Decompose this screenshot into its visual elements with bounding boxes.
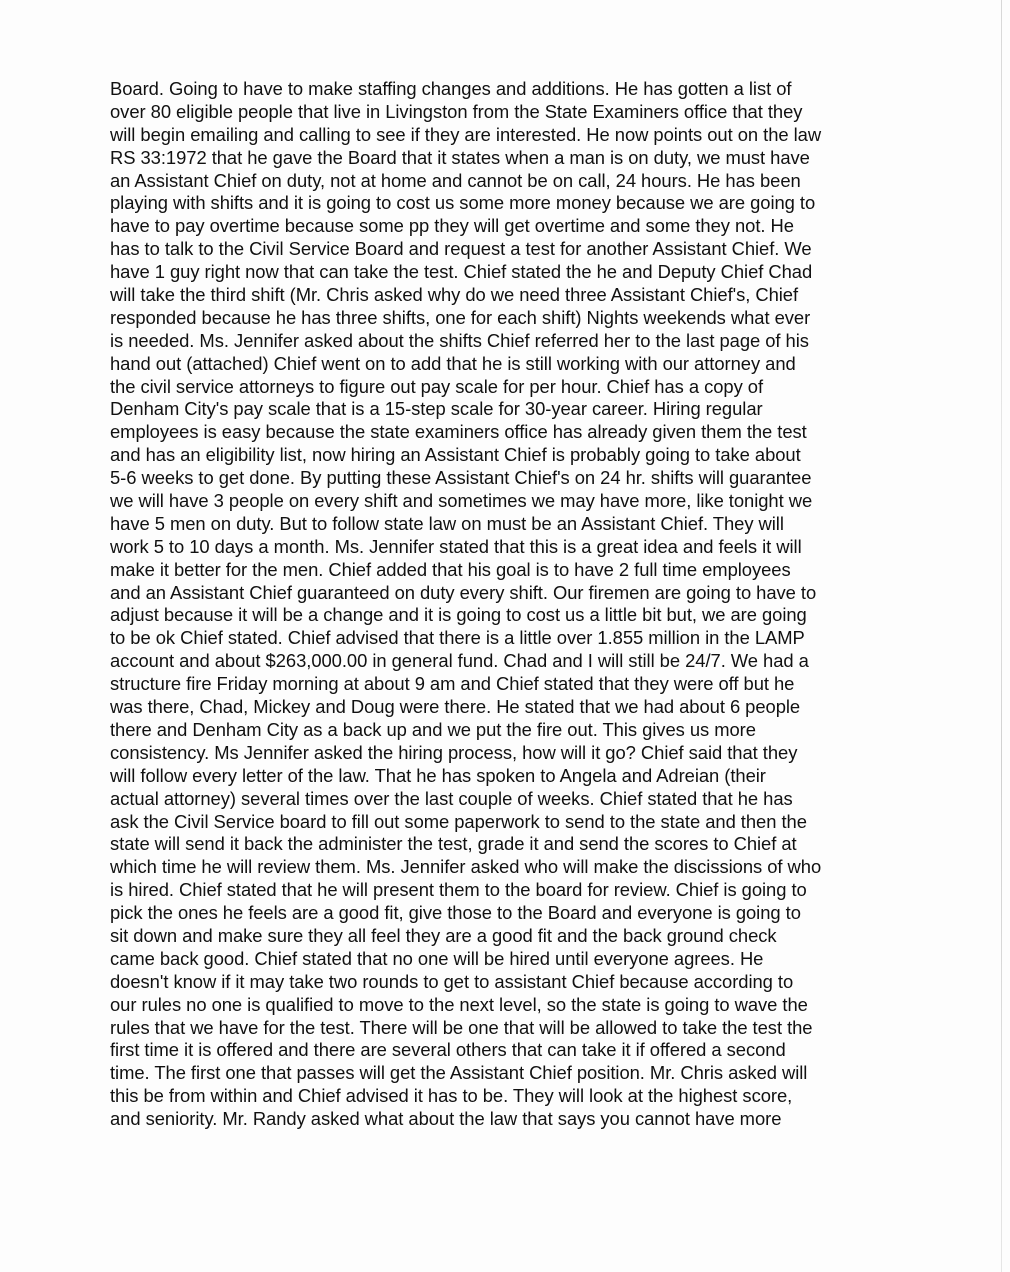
text-line: ask the Civil Service board to fill out some paperwork to send to the state and then the [110, 810, 807, 832]
text-line: the civil service attorneys to figure out pay scale for per hour. Chief has a copy of [110, 375, 764, 397]
text-line: Board. Going to have to make staffing changes and additions. He has gotten a list of [110, 78, 792, 99]
text-line: work 5 to 10 days a month. Ms. Jennifer stated that this is a great idea and feels it will [110, 535, 802, 557]
text-line: our rules no one is qualified to move to the next level, so the state is going to wave the [110, 993, 808, 1015]
text-line: will follow every letter of the law. That he has spoken to Angela and Adreian (their [110, 764, 766, 786]
text-line: state will send it back the administer the test, grade it and send the scores to Chief at [110, 833, 797, 855]
text-line: RS 33:1972 that he gave the Board that it states when a man is on duty, we must have [110, 146, 810, 168]
text-line: which time he will review them. Ms. Jennifer asked who will make the discissions of who [110, 856, 822, 878]
text-line: is needed. Ms. Jennifer asked about the shifts Chief referred her to the last page of his [110, 329, 809, 351]
text-line: first time it is offered and there are several others that can take it if offered a second [110, 1039, 786, 1061]
text-line: time. The first one that passes will get the Assistant Chief position. Mr. Chris asked will [110, 1062, 808, 1084]
text-line: and has an eligibility list, now hiring an Assistant Chief is probably going to take about [110, 444, 801, 466]
text-line: structure fire Friday morning at about 9 am and Chief stated that they were off but he [110, 673, 795, 695]
text-line: will take the third shift (Mr. Chris asked why do we need three Assistant Chief's, Chief [110, 284, 799, 306]
body-text [110, 78, 1000, 1131]
text-line: have to pay overtime because some pp they will get overtime and some they not. He [110, 215, 794, 237]
text-line: we will have 3 people on every shift and sometimes we may have more, like tonight we [110, 490, 813, 512]
text-line: and an Assistant Chief guaranteed on duty every shift. Our firemen are going to have to [110, 581, 817, 603]
text-line: rules that we have for the test. There will be one that will be allowed to take the test the [110, 1016, 813, 1038]
text-line: responded because he has three shifts, one for each shift) Nights weekends what ever [110, 306, 811, 328]
text-line: actual attorney) several times over the last couple of weeks. Chief stated that he has [110, 787, 793, 809]
text-line: came back good. Chief stated that no one will be hired until everyone agrees. He [110, 947, 764, 969]
text-line: consistency. Ms Jennifer asked the hiring process, how will it go? Chief said that they [110, 741, 798, 763]
text-line: was there, Chad, Mickey and Doug were there. He stated that we had about 6 people [110, 696, 801, 718]
text-line: doesn't know if it may take two rounds to get to assistant Chief because according to [110, 970, 794, 992]
text-line: has to talk to the Civil Service Board and request a test for another Assistant Chief. We [110, 238, 812, 260]
text-line: an Assistant Chief on duty, not at home and cannot be on call, 24 hours. He has been [110, 169, 801, 191]
text-line: over 80 eligible people that live in Livingston from the State Examiners office that they [110, 100, 803, 122]
text-line: will begin emailing and calling to see if they are interested. He now points out on the law [110, 123, 822, 145]
text-line: hand out (attached) Chief went on to add that he is still working with our attorney and [110, 352, 796, 374]
text-line: account and about $263,000.00 in general fund. Chad and I will still be 24/7. We had a [110, 650, 809, 672]
text-line: sit down and make sure they all feel they are a good fit and the back ground check [110, 924, 777, 946]
scan-edge-line [1001, 0, 1002, 1272]
text-line: this be from within and Chief advised it has to be. They will look at the highest score, [110, 1085, 793, 1107]
text-line: to be ok Chief stated. Chief advised that there is a little over 1.855 million in the LAMP [110, 627, 805, 649]
text-line: Denham City's pay scale that is a 15-step scale for 30-year career. Hiring regular [110, 398, 763, 420]
text-line: pick the ones he feels are a good fit, give those to the Board and everyone is going to [110, 902, 801, 924]
text-line: is hired. Chief stated that he will present them to the board for review. Chief is going to [110, 879, 807, 901]
text-line: and seniority. Mr. Randy asked what about the law that says you cannot have more [110, 1108, 782, 1130]
text-line: have 1 guy right now that can take the test. Chief stated the he and Deputy Chief Chad [110, 261, 813, 283]
text-line: there and Denham City as a back up and we put the fire out. This gives us more [110, 718, 756, 740]
text-line: have 5 men on duty. But to follow state law on must be an Assistant Chief. They will [110, 512, 784, 534]
text-line: adjust because it will be a change and it is going to cost us a little bit but, we are going [110, 604, 807, 626]
text-line: employees is easy because the state examiners office has already given them the test [110, 421, 807, 443]
text-line: make it better for the men. Chief added that his goal is to have 2 full time employees [110, 558, 791, 580]
text-line: playing with shifts and it is going to cost us some more money because we are going to [110, 192, 816, 214]
text-line: 5-6 weeks to get done. By putting these Assistant Chief's on 24 hr. shifts will guarantee [110, 467, 812, 489]
